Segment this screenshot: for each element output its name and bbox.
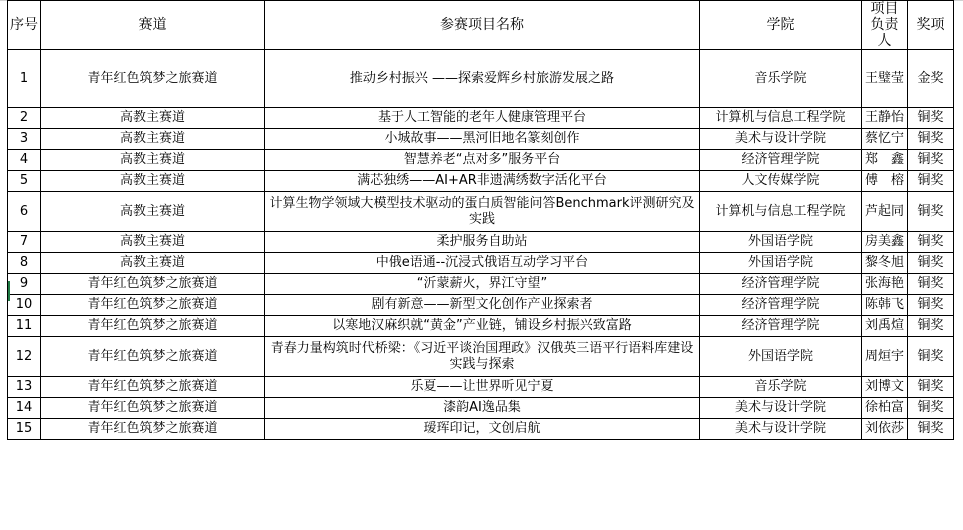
header-project[interactable]: 参赛项目名称	[265, 1, 700, 50]
cell-track[interactable]: 青年红色筑梦之旅赛道	[41, 337, 265, 377]
cell-college[interactable]: 经济管理学院	[700, 274, 862, 295]
cell-leader[interactable]: 黎冬旭	[862, 253, 908, 274]
cell-college[interactable]: 外国语学院	[700, 232, 862, 253]
table-row	[8, 108, 954, 129]
cell-track[interactable]: 高教主赛道	[41, 108, 265, 129]
cell-track[interactable]: 高教主赛道	[41, 232, 265, 253]
cell-award[interactable]: 铜奖	[908, 337, 954, 377]
cell-leader[interactable]: 刘博文	[862, 377, 908, 398]
table-row	[8, 171, 954, 192]
awards-table	[7, 0, 954, 440]
cell-leader[interactable]: 王璧莹	[862, 50, 908, 108]
cell-college[interactable]: 计算机与信息工程学院	[700, 192, 862, 232]
cell-leader[interactable]: 陈韩飞	[862, 295, 908, 316]
cell-college[interactable]: 人文传媒学院	[700, 171, 862, 192]
cell-project[interactable]: 乐夏——让世界听见宁夏	[265, 377, 700, 398]
cell-seq[interactable]: 3	[8, 129, 41, 150]
cell-project[interactable]: 漆韵AI逸品集	[265, 398, 700, 419]
table-row	[8, 419, 954, 440]
cell-leader[interactable]: 蔡忆宁	[862, 129, 908, 150]
header-leader[interactable]	[862, 1, 908, 50]
cell-seq[interactable]: 8	[8, 253, 41, 274]
cell-award[interactable]: 铜奖	[908, 316, 954, 337]
cell-project[interactable]: 智慧养老“点对多”服务平台	[265, 150, 700, 171]
cell-college[interactable]: 美术与设计学院	[700, 398, 862, 419]
cell-award[interactable]: 铜奖	[908, 253, 954, 274]
cell-leader[interactable]: 房美鑫	[862, 232, 908, 253]
cell-college[interactable]: 外国语学院	[700, 337, 862, 377]
cell-seq[interactable]: 6	[8, 192, 41, 232]
cell-seq[interactable]: 15	[8, 419, 41, 440]
cell-track[interactable]: 青年红色筑梦之旅赛道	[41, 295, 265, 316]
cell-project[interactable]: 中俄e语通--沉浸式俄语互动学习平台	[265, 253, 700, 274]
cell-leader[interactable]: 张海艳	[862, 274, 908, 295]
cell-seq[interactable]: 12	[8, 337, 41, 377]
cell-track[interactable]: 高教主赛道	[41, 171, 265, 192]
table-row	[8, 50, 954, 108]
cell-project[interactable]: 柔护服务自助站	[265, 232, 700, 253]
cell-seq[interactable]: 5	[8, 171, 41, 192]
cell-seq[interactable]: 14	[8, 398, 41, 419]
row-selection-marker	[8, 281, 10, 301]
cell-college[interactable]: 美术与设计学院	[700, 129, 862, 150]
cell-leader[interactable]: 刘禹煊	[862, 316, 908, 337]
cell-project[interactable]: 基于人工智能的老年人健康管理平台	[265, 108, 700, 129]
cell-award[interactable]: 铜奖	[908, 295, 954, 316]
header-track[interactable]: 赛道	[41, 1, 265, 50]
cell-award[interactable]: 铜奖	[908, 108, 954, 129]
cell-track[interactable]: 青年红色筑梦之旅赛道	[41, 419, 265, 440]
table-row	[8, 398, 954, 419]
table-row	[8, 129, 954, 150]
cell-award[interactable]: 铜奖	[908, 377, 954, 398]
cell-project[interactable]: 满芯独绣——AI+AR非遗满绣数字活化平台	[265, 171, 700, 192]
cell-leader[interactable]: 刘依莎	[862, 419, 908, 440]
cell-track[interactable]: 青年红色筑梦之旅赛道	[41, 274, 265, 295]
cell-leader[interactable]: 郑 鑫	[862, 150, 908, 171]
cell-track[interactable]: 高教主赛道	[41, 150, 265, 171]
cell-college[interactable]: 音乐学院	[700, 377, 862, 398]
table-row	[8, 295, 954, 316]
cell-track[interactable]: 青年红色筑梦之旅赛道	[41, 316, 265, 337]
cell-award[interactable]: 铜奖	[908, 192, 954, 232]
cell-track[interactable]: 青年红色筑梦之旅赛道	[41, 377, 265, 398]
cell-leader[interactable]: 徐柏富	[862, 398, 908, 419]
cell-project[interactable]: 以寒地汉麻织就“黄金”产业链，铺设乡村振兴致富路	[265, 316, 700, 337]
header-seq[interactable]: 序号	[8, 1, 41, 50]
header-leader-line2: 负责人	[870, 17, 899, 49]
cell-seq[interactable]: 11	[8, 316, 41, 337]
cell-track[interactable]: 青年红色筑梦之旅赛道	[41, 398, 265, 419]
table-row	[8, 316, 954, 337]
cell-college[interactable]: 外国语学院	[700, 253, 862, 274]
cell-project[interactable]: 瑷珲印记，文创启航	[265, 419, 700, 440]
cell-project[interactable]: 青春力量构筑时代桥梁：《习近平谈治国理政》汉俄英三语平行语料库建设实践与探索	[265, 337, 700, 377]
cell-track[interactable]: 高教主赛道	[41, 192, 265, 232]
cell-leader[interactable]: 芦起同	[862, 192, 908, 232]
cell-award[interactable]: 铜奖	[908, 419, 954, 440]
cell-seq[interactable]: 2	[8, 108, 41, 129]
table-row	[8, 150, 954, 171]
table-row	[8, 274, 954, 295]
table-row	[8, 253, 954, 274]
cell-project[interactable]: 推动乡村振兴 ——探索爱辉乡村旅游发展之路	[265, 50, 700, 108]
cell-leader[interactable]: 周烜宇	[862, 337, 908, 377]
cell-award[interactable]: 铜奖	[908, 129, 954, 150]
cell-leader[interactable]: 傅 榕	[862, 171, 908, 192]
cell-award[interactable]: 铜奖	[908, 171, 954, 192]
cell-track[interactable]: 高教主赛道	[41, 129, 265, 150]
cell-seq[interactable]: 9	[8, 274, 41, 295]
cell-leader[interactable]: 王静怡	[862, 108, 908, 129]
header-leader-line1: 项目	[870, 1, 899, 17]
cell-college[interactable]: 经济管理学院	[700, 295, 862, 316]
table-row	[8, 192, 954, 232]
cell-project[interactable]: 小城故事——黑河旧地名篆刻创作	[265, 129, 700, 150]
cell-college[interactable]: 音乐学院	[700, 50, 862, 108]
cell-project[interactable]: “沂蒙薪火，界江守望”	[265, 274, 700, 295]
cell-seq[interactable]: 4	[8, 150, 41, 171]
cell-college[interactable]: 经济管理学院	[700, 316, 862, 337]
cell-seq[interactable]: 1	[8, 50, 41, 108]
cell-award[interactable]: 铜奖	[908, 150, 954, 171]
cell-award[interactable]: 金奖	[908, 50, 954, 108]
header-college[interactable]: 学院	[700, 1, 862, 50]
table-row	[8, 337, 954, 377]
cell-project[interactable]: 计算生物学领域大模型技术驱动的蛋白质智能问答Benchmark评测研究及实践	[265, 192, 700, 232]
cell-seq[interactable]: 13	[8, 377, 41, 398]
cell-project[interactable]: 剧有新意——新型文化创作产业探索者	[265, 295, 700, 316]
cell-track[interactable]: 高教主赛道	[41, 253, 265, 274]
cell-college[interactable]: 经济管理学院	[700, 150, 862, 171]
cell-college[interactable]: 美术与设计学院	[700, 419, 862, 440]
cell-seq[interactable]: 7	[8, 232, 41, 253]
cell-track[interactable]: 青年红色筑梦之旅赛道	[41, 50, 265, 108]
cell-award[interactable]: 铜奖	[908, 398, 954, 419]
table-row	[8, 377, 954, 398]
cell-award[interactable]: 铜奖	[908, 274, 954, 295]
cell-award[interactable]: 铜奖	[908, 232, 954, 253]
header-row	[8, 1, 954, 50]
cell-college[interactable]: 计算机与信息工程学院	[700, 108, 862, 129]
table-row	[8, 232, 954, 253]
cell-seq[interactable]: 10	[8, 295, 41, 316]
header-award[interactable]: 奖项	[908, 1, 954, 50]
